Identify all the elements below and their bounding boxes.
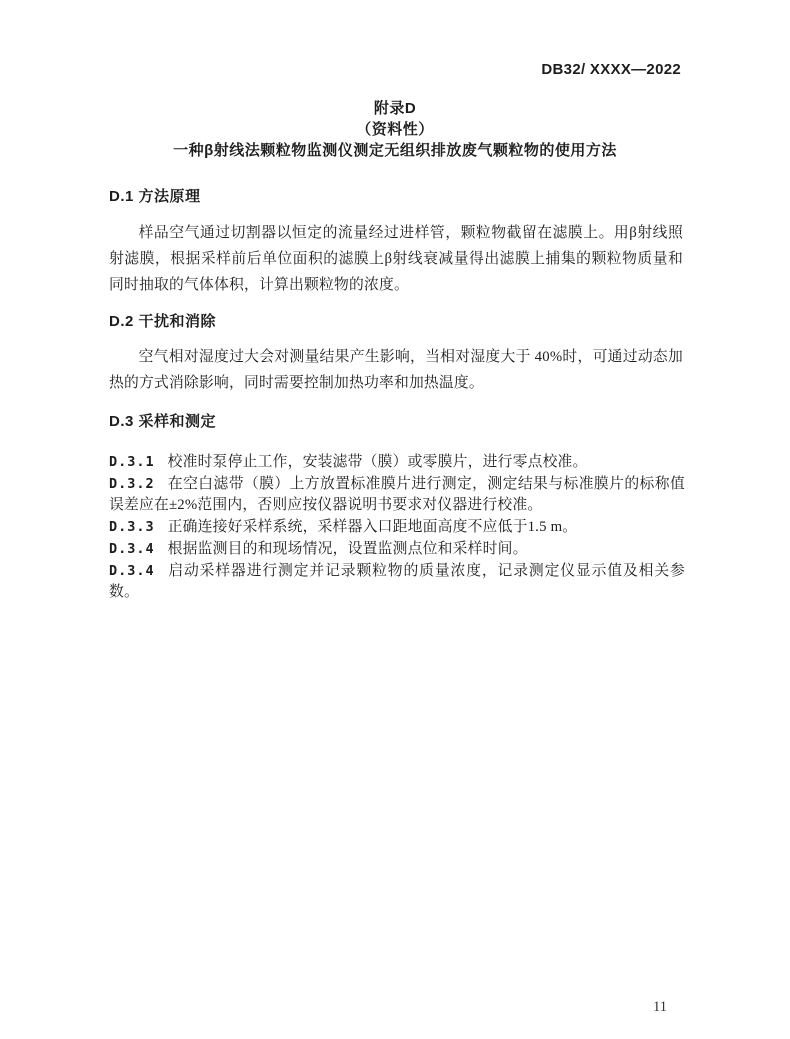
- clause-d31: [109, 452, 685, 474]
- clause-list: [109, 452, 685, 604]
- clause-text: 在空白滤带（膜）上方放置标准膜片进行测定，测定结果与标准膜片的标称值误差应在±2%范围内，否则应按仪器说明书要求对仪器进行校准。: [109, 475, 685, 514]
- title-block: [0, 98, 790, 161]
- clause-number: D.3.1: [109, 454, 155, 470]
- clause-text: 正确连接好采样系统，采样器入口距地面高度不应低于1.5 m。: [167, 519, 578, 536]
- clause-d32: [109, 474, 685, 517]
- clause-text: 校准时泵停止工作，安装滤带（膜）或零膜片，进行零点校准。: [167, 454, 588, 470]
- clause-number: D.3.4: [109, 562, 155, 579]
- appendix-heading: 附录D: [373, 100, 417, 117]
- appendix-title: 一种β射线法颗粒物监测仪测定无组织排放废气颗粒物的使用方法: [173, 142, 617, 159]
- section-d2-paragraph: 空气相对湿度过大会对测量结果产生影响，当相对湿度大于 40%时，可通过动态加热的方式消除影响，同时需要控制加热功率和加热温度。: [109, 349, 683, 391]
- clause-text: 根据监测目的和现场情况，设置监测点位和采样时间。: [167, 540, 528, 557]
- clause-number: D.3.4: [109, 540, 155, 557]
- clause-d33: [109, 517, 685, 539]
- section-heading-d2: D.2 干扰和消除: [109, 313, 217, 330]
- page-number: 11: [653, 999, 667, 1015]
- clause-d34a: [109, 539, 685, 561]
- doc-code: DB32/ XXXX—2022: [541, 61, 681, 78]
- clause-number: D.3.2: [109, 475, 155, 492]
- clause-text: 启动采样器进行测定并记录颗粒物的质量浓度，记录测定仪显示值及相关参数。: [109, 562, 685, 601]
- section-d1-paragraph: 样品空气通过切割器以恒定的流量经过进样管，颗粒物截留在滤膜上。用β射线照射滤膜，根据采样前后单位面积的滤膜上β射线衰减量得出滤膜上捕集的颗粒物质量和同时抽取的气体体积，计算出颗粒物的浓度。: [109, 225, 683, 293]
- clause-number: D.3.3: [109, 519, 155, 536]
- appendix-type-note: （资料性）: [356, 121, 434, 138]
- section-heading-d1: D.1 方法原理: [109, 188, 201, 205]
- clause-d34b: [109, 561, 685, 604]
- section-heading-d3: D.3 采样和测定: [109, 413, 217, 430]
